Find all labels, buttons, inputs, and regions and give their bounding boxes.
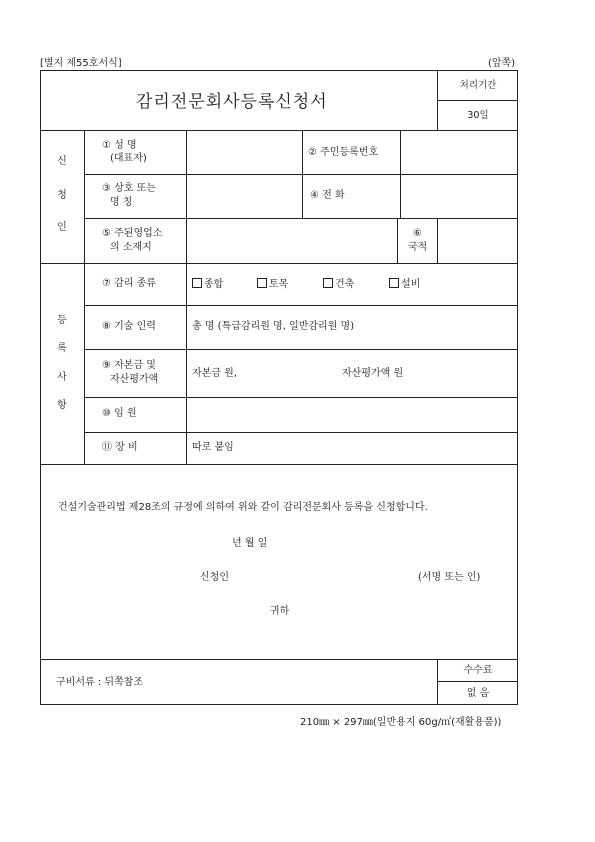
address-field[interactable]	[187, 219, 397, 263]
date-line: 년 월 일	[232, 538, 268, 549]
name-field[interactable]	[187, 131, 302, 174]
checkbox-icon	[389, 278, 399, 288]
nationality-field[interactable]	[438, 219, 518, 263]
checkbox-icon	[192, 278, 202, 288]
fee-label: 수수료	[463, 665, 493, 676]
signature-label: (서명 또는 인)	[418, 572, 481, 583]
officers-label: ⑩ 임 원	[102, 408, 137, 419]
company-label-2: 명 칭	[110, 197, 133, 208]
name-label: ① 성 명	[102, 140, 137, 151]
applicant-section-label-3: 인	[57, 222, 67, 233]
tech-staff-label: ⑧ 기술 인력	[102, 321, 156, 332]
declaration-text: 건설기술관리법 제28조의 규정에 의하여 위와 같이 감리전문회사 등록을 신청합니다.	[58, 502, 428, 513]
equipment-value: 따로 붙임	[192, 442, 234, 453]
phone-label: ④ 전 화	[310, 190, 345, 201]
capital-label: ⑨ 자본금 및	[102, 360, 156, 371]
company-label: ③ 상호 또는	[102, 183, 156, 194]
checkbox-icon	[323, 278, 333, 288]
officers-field[interactable]	[187, 398, 518, 432]
type-option-civil[interactable]: 토목	[257, 278, 288, 292]
phone-field[interactable]	[401, 175, 518, 218]
registration-section-label-4: 항	[57, 400, 67, 411]
processing-period-value: 30일	[467, 110, 489, 121]
page-side-label: (앞쪽)	[488, 58, 516, 69]
representative-label: (대표자)	[110, 153, 147, 164]
recipient-label: 귀하	[270, 606, 290, 617]
processing-period-label: 처리기간	[459, 80, 497, 91]
checkbox-icon	[257, 278, 267, 288]
form-title: 감리전문회사등록신청서	[136, 92, 328, 112]
rrn-field[interactable]	[401, 131, 518, 174]
capital-label-2: 자산평가액	[110, 374, 159, 385]
equipment-label: ⑪ 장 비	[102, 442, 138, 453]
type-option-general[interactable]: 종합	[192, 278, 223, 292]
address-label: ⑤ 주된영업소	[102, 228, 163, 239]
required-documents: 구비서류 : 뒤쪽참조	[56, 677, 144, 688]
registration-section-label-1: 등	[57, 315, 67, 326]
address-label-2: 의 소재지	[110, 242, 152, 253]
registration-section-label-2: 록	[57, 343, 67, 354]
fee-value: 없 음	[466, 688, 490, 699]
rrn-label: ② 주민등록번호	[308, 147, 379, 158]
type-option-facilities[interactable]: 설비	[389, 278, 420, 292]
applicant-section-label-2: 청	[57, 190, 67, 201]
nationality-number: ⑥	[413, 228, 422, 239]
registration-section-label-3: 사	[57, 372, 67, 383]
type-option-architecture[interactable]: 건축	[323, 278, 354, 292]
tech-staff-value: 총 명 (특급감리원 명, 일반감리원 명)	[192, 321, 355, 332]
capital-value: 자본금 원,	[192, 368, 237, 379]
nationality-label: 국적	[407, 242, 428, 253]
company-field[interactable]	[187, 175, 302, 218]
asset-value: 자산평가액 원	[342, 368, 404, 379]
applicant-section-label-1: 신	[57, 156, 67, 167]
applicant-signature-label: 신청인	[200, 572, 229, 583]
paper-size-note: 210㎜ × 297㎜(일반용지 60g/㎡(재활용품))	[300, 717, 502, 728]
form-number: [별지 제55호서식]	[40, 58, 122, 69]
supervision-type-label: ⑦ 감리 종류	[102, 278, 156, 289]
